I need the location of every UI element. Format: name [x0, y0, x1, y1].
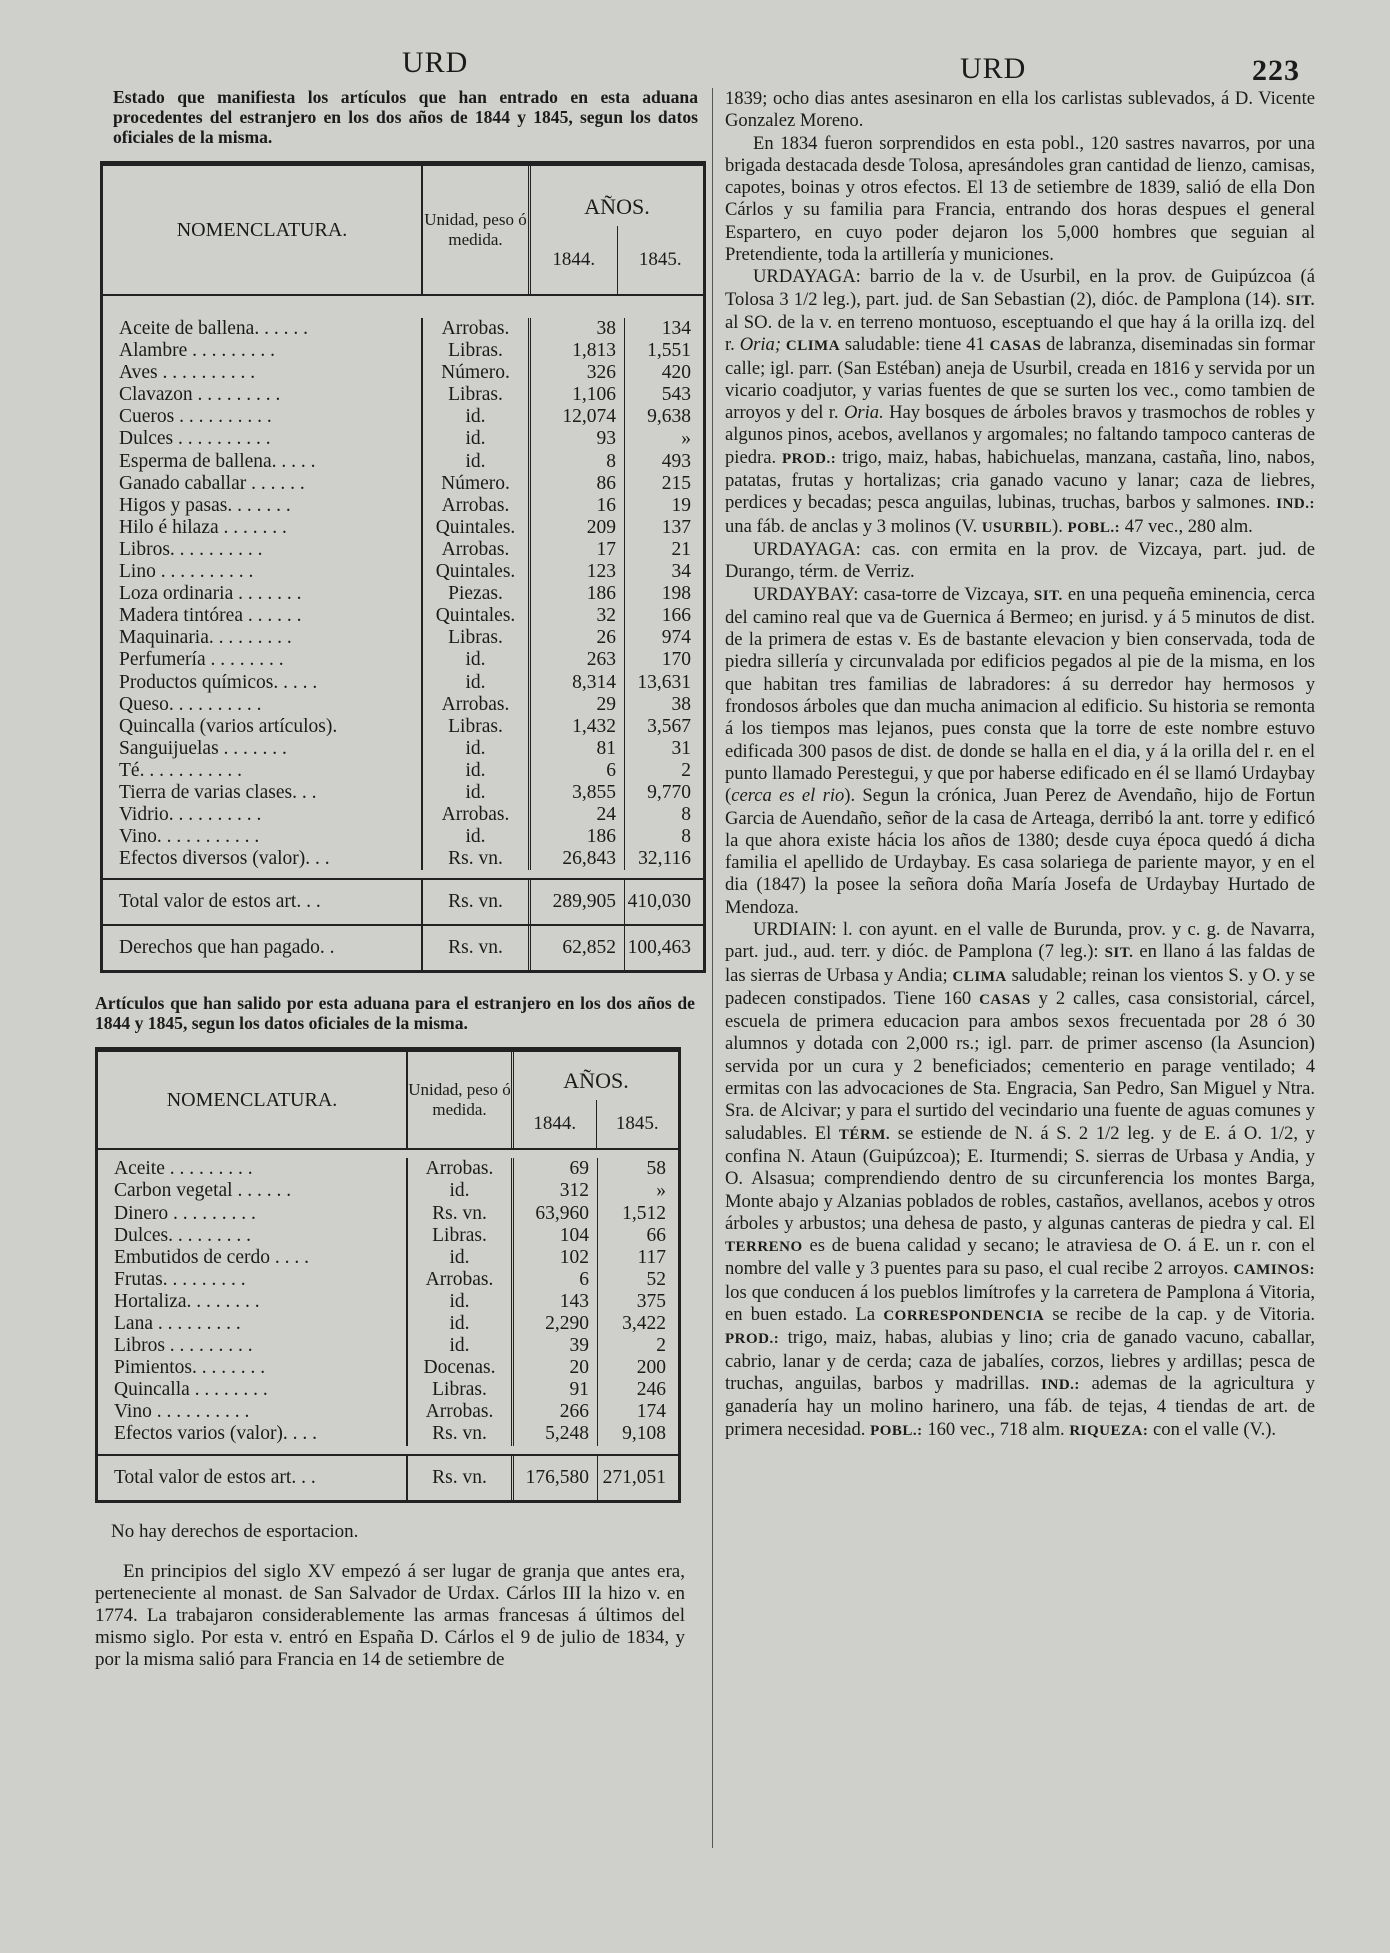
table-row [103, 406, 703, 428]
col-anos [511, 1052, 678, 1148]
table-row [103, 627, 703, 649]
anos-title: AÑOS. [584, 194, 650, 219]
entry-urdayaga-usurbil: URDAYAGA: barrio de la v. de Usurbil, en la prov. de Guipúzcoa (á Tolosa 3 1/2 leg.), part. jud. de San Sebastian (2), dióc. de Pamplona (14). SIT. al SO. de la v. en terreno montuoso, esceptuando el que hay á la orilla izq. del r. Oria; CLIMA saludable: tiene 41 CASAS de labranza, diseminadas sin formar calle; igl. parr. (San Estéban) aneja de Usurbil, creada en 1816 y servida por un vicario coadjutor, y varias fuentes de que se surten los vec., como tambien de arroyos y del r. Oria. Hay bosques de árboles bravos y trasmochos de robles y algunos pinos, acebos, avellanos y argomales; no faltando tampoco canteras de piedra. PROD.: trigo, maiz, habas, habichuelas, manzana, castaña, lino, nabos, patatas, frutas y hortalizas; cria ganado vacuno y lanar; caza de liebres, perdices y becadas; pesca anguilas, lubinas, truchas, barbos y salmones. IND.: una fáb. de anclas y 3 molinos (V. USURBIL). POBL.: 47 vec., 280 alm. [725, 266, 1316, 537]
year-1844: 1844. [533, 1113, 577, 1135]
item-unit: id. [406, 1247, 511, 1269]
value-1844: 266 [511, 1401, 597, 1423]
value-1845: » [597, 1180, 678, 1202]
entry-urdaybay: URDAYBAY: casa-torre de Vizcaya, SIT. en una pequeña eminencia, cerca del camino real que va de Guernica á Bermeo; en jurisd. y á 5 minutos de dist. de la primera de estas v. Es de bastante elevacion y bien conservada, toda de piedra sillería y circunvalada por edificios pegados al pie de la misma, en los que habitan tres familias de labradores: á su derredor hay hermosos y frondosos árboles que dan mucha animacion al edificio. Su historia se remonta á los tiempos mas lejanos, pues consta que la torre de este nombre estuvo edificada 300 pasos de dist. de donde se halla en el dia, y á la orilla del r. en el punto llamado Perestegui, y que por haberse edificado en él se llamó Urdaybay (cerca es el rio). Segun la crónica, Juan Perez de Avendaño, hijo de Fortun Garcia de Auendaño, señor de la casa de Arteaga, derribó la ant. torre y edificó la que ahora existe hácia los años de 1380; desde cuya época quedó á dicha familia el apellido de Urdaybay. Es casa solariega de pariente mayor, y en el dia (1847) la posee la señora doña María Josefa de Urdaybay Hurtado de Mendoza. [725, 583, 1315, 918]
value-1845: 13,631 [624, 672, 703, 694]
table-row [98, 1335, 678, 1357]
value-1845: 420 [624, 362, 703, 384]
value-1845: 58 [597, 1158, 678, 1180]
item-unit: Quintales. [421, 517, 528, 539]
value-1845: 166 [624, 605, 703, 627]
item-name: Aves . . . . . . . . . . [119, 362, 256, 384]
item-name: Hortaliza. . . . . . . . [114, 1290, 260, 1312]
table-row [103, 362, 703, 384]
value-1845: 543 [624, 384, 703, 406]
table-row [103, 473, 703, 495]
value-1844: 312 [511, 1180, 597, 1202]
item-unit: id. [406, 1313, 511, 1335]
item-unit: Rs. vn. [406, 1423, 511, 1445]
table-row [103, 539, 703, 561]
table-row [103, 804, 703, 826]
value-1844: 38 [528, 318, 624, 340]
col-unidad: Unidad, peso ó medida. [421, 166, 528, 294]
item-unit: id. [421, 428, 528, 450]
item-unit: Quintales. [421, 605, 528, 627]
value-1845: 3,422 [597, 1313, 678, 1335]
table-row [103, 672, 703, 694]
item-unit: Piezas. [421, 583, 528, 605]
table-row [98, 1203, 678, 1225]
value-1844: 209 [528, 517, 624, 539]
item-name: Hilo é hilaza . . . . . . . [119, 516, 287, 538]
item-unit: id. [421, 826, 528, 848]
value-1844: 6 [511, 1269, 597, 1291]
value-1844: 2,290 [511, 1313, 597, 1335]
table-row [103, 495, 703, 517]
table-row [103, 716, 703, 738]
entry-urdayaga-vizcaya: URDAYAGA: cas. con ermita en la prov. de Vizcaya, part. jud. de Durango, térm. de Verriz. [725, 538, 1315, 583]
column-divider [712, 88, 713, 1848]
item-name: Embutidos de cerdo . . . . [114, 1246, 309, 1268]
value-1845: 2 [597, 1335, 678, 1357]
value-1845: 375 [597, 1291, 678, 1313]
imports-table [100, 161, 706, 973]
value-1845: 170 [624, 649, 703, 671]
running-head-left: URD [402, 46, 469, 79]
col-nomenclatura: NOMENCLATURA. [166, 1088, 338, 1111]
item-unit: Libras. [421, 716, 528, 738]
value-1845: » [624, 428, 703, 450]
item-unit: id. [421, 649, 528, 671]
item-unit: id. [421, 760, 528, 782]
table-row [103, 649, 703, 671]
item-unit: id. [421, 672, 528, 694]
table2-caption: Artículos que han salido por esta aduana para el estranjero en los dos años de 1844 y 1845, segun los datos oficiales de la misma. [95, 993, 695, 1034]
item-name: Aceite . . . . . . . . . [114, 1158, 253, 1180]
no-duties-note: No hay derechos de esportacion. [111, 1520, 359, 1542]
value-1844: 8 [528, 451, 624, 473]
left-column [95, 82, 715, 1671]
item-unit: Quintales. [421, 561, 528, 583]
item-unit: Arrobas. [406, 1158, 511, 1180]
value-1845: 1,512 [597, 1203, 678, 1225]
value-1845: 198 [624, 583, 703, 605]
table-row [98, 1379, 678, 1401]
item-name: Cueros . . . . . . . . . . [119, 406, 272, 428]
item-unit: Arrobas. [421, 539, 528, 561]
item-unit: Rs. vn. [421, 848, 528, 870]
value-1845: 200 [597, 1357, 678, 1379]
table1-caption: Estado que manifiesta los artículos que han entrado en esta aduana procedentes del estranjero en los dos años de 1844 y 1845, segun los datos oficiales de la misma. [113, 87, 698, 147]
value-1845: 1,551 [624, 340, 703, 362]
value-1844: 93 [528, 428, 624, 450]
exports-total-row: Total valor de estos art. . . Rs. vn. 176,580 271,051 [98, 1454, 678, 1500]
value-1845: 2 [624, 760, 703, 782]
item-name: Productos químicos. . . . . [119, 671, 318, 693]
paragraph-1834: En 1834 fueron sorprendidos en esta pobl., 120 sastres navarros, por una brigada destacada desde Tolosa, apresándoles gran cantidad de lienzo, camisas, capotes, boinas y otros efectos. El 13 de setiembre de 1839, salió de ella Don Cárlos y su familia para Francia, entrando dos horas despues el general Espartero, en cuyo poder dejaron los 5,000 hombres que seguian al Pretendiente, toda la artillería y municiones. [725, 132, 1315, 266]
table-row [103, 694, 703, 716]
item-name: Ganado caballar . . . . . . [119, 472, 305, 494]
value-1844: 63,960 [511, 1203, 597, 1225]
item-name: Clavazon . . . . . . . . . [119, 384, 281, 406]
table-row [103, 340, 703, 362]
item-unit: Número. [421, 362, 528, 384]
table-row [103, 826, 703, 848]
value-1845: 117 [597, 1247, 678, 1269]
table-row [103, 738, 703, 760]
value-1845: 8 [624, 804, 703, 826]
value-1844: 123 [528, 561, 624, 583]
entry-urdiain: URDIAIN: l. con ayunt. en el valle de Burunda, prov. y c. g. de Navarra, part. jud., aud. terr. y dióc. de Pamplona (7 leg.): SIT. en llano á las faldas de las sierras de Urbasa y Andia; CLIMA saludable; reinan los vientos S. y O. y se padecen constipados. Tiene 160 CASAS y 2 calles, casa consistorial, cárcel, escuela de primera educacion para ambos sexos frecuentada por 28 ó 30 alumnos y dotada con 2,000 rs.; igl. parr. de primer ascenso (la Asuncion) servida por un cura y 2 beneficiados; cementerio en parage ventilado; 4 ermitas con las advocaciones de Sta. Engracia, San Pedro, San Miguel y Ntra. Sra. de Alcivar; y para el surtido del vecindario una fuente de aguas comunes y saludables. El TÉRM. se estiende de N. á S. 2 1/2 leg. y de E. á O. 1/2, y confina N. Ataun (Guipúzcoa); E. Iturmendi; S. sierras de Urbasa y Andia, y O. Alsasua; comprendiendo dentro de su circunferencia los montes Barga, Monte abajo y Alzanias poblados de robles, castaños, avellanos, acebos y otros árboles y arbustos; una dehesa de pasto, y algunas canteras de piedra y cal. El TERRENO es de buena calidad y secano; le atraviesa de O. á E. un r. con el nombre del valle y 3 puentes para su paso, el cual recibe 2 arroyos. CAMINOS: los que conducen á los pueblos limítrofes y la carretera de Pamplona á Vitoria, en buen estado. La CORRESPONDENCIA se recibe de la cap. y de Vitoria. PROD.: trigo, maiz, habas, alubias y lino; cria de ganado vacuno, caballar, cabrio, lanar y de cerda; caza de jabalíes, corzos, liebres y ardillas; pesca de truchas, anguilas, barbos y madrillas. IND.: ademas de la agricultura y ganadería hay un molino harinero, una fáb. de tejas, 4 tiendas de art. de primera necesidad. POBL.: 160 vec., 718 alm. RIQUEZA: con el valle (V.). [725, 918, 1316, 1440]
value-1844: 69 [511, 1158, 597, 1180]
value-1844: 326 [528, 362, 624, 384]
value-1845: 9,108 [597, 1423, 678, 1445]
item-name: Efectos diversos (valor). . . [119, 848, 330, 870]
item-name: Loza ordinaria . . . . . . . [119, 583, 302, 605]
value-1845: 21 [624, 539, 703, 561]
item-name: Dulces. . . . . . . . . [114, 1224, 252, 1246]
table-row [98, 1423, 678, 1445]
item-name: Queso. . . . . . . . . . [119, 693, 262, 715]
item-name: Libros. . . . . . . . . . [119, 538, 263, 560]
item-name: Vino . . . . . . . . . . [114, 1401, 250, 1423]
value-1845: 3,567 [624, 716, 703, 738]
value-1844: 81 [528, 738, 624, 760]
item-unit: Arrobas. [421, 694, 528, 716]
value-1844: 86 [528, 473, 624, 495]
table-row [98, 1313, 678, 1335]
imports-table-header [103, 166, 703, 296]
imports-table-body [103, 296, 703, 878]
table-row [103, 428, 703, 450]
item-unit: id. [421, 738, 528, 760]
imports-duties-row: Derechos que han pagado. . Rs. vn. 62,852 100,463 [103, 924, 703, 970]
table-row [103, 605, 703, 627]
item-unit: Libras. [421, 384, 528, 406]
item-name: Lana . . . . . . . . . [114, 1313, 241, 1334]
table-row [103, 384, 703, 406]
value-1845: 52 [597, 1269, 678, 1291]
item-name: Lino . . . . . . . . . . [119, 561, 254, 583]
item-name: Quincalla (varios artículos). [119, 715, 338, 737]
page-number: 223 [1252, 54, 1300, 87]
table-row [103, 451, 703, 473]
item-name: Tierra de varias clases. . . [119, 781, 317, 803]
value-1845: 493 [624, 451, 703, 473]
value-1845: 19 [624, 495, 703, 517]
item-unit: id. [421, 451, 528, 473]
col-anos [528, 166, 703, 294]
item-name: Vidrio. . . . . . . . . . [119, 804, 262, 826]
value-1845: 9,770 [624, 782, 703, 804]
item-name: Quincalla . . . . . . . . [114, 1379, 268, 1401]
exports-table-header [98, 1052, 678, 1150]
value-1844: 1,813 [528, 340, 624, 362]
value-1845: 31 [624, 738, 703, 760]
anos-title: AÑOS. [563, 1068, 629, 1094]
value-1844: 186 [528, 826, 624, 848]
exports-table [95, 1047, 681, 1502]
item-unit: Número. [421, 473, 528, 495]
value-1844: 3,855 [528, 782, 624, 804]
year-1845: 1845. [617, 226, 704, 294]
item-unit: Arrobas. [406, 1401, 511, 1423]
item-name: Aceite de ballena. . . . . . [119, 318, 308, 339]
item-name: Pimientos. . . . . . . . [114, 1357, 266, 1379]
value-1844: 104 [511, 1225, 597, 1247]
item-unit: Rs. vn. [406, 1203, 511, 1225]
value-1844: 39 [511, 1335, 597, 1357]
item-unit: Arrobas. [421, 495, 528, 517]
table-row [103, 517, 703, 539]
item-name: Dulces . . . . . . . . . . [119, 428, 271, 450]
value-1844: 1,106 [528, 384, 624, 406]
table-row [98, 1401, 678, 1423]
value-1844: 263 [528, 649, 624, 671]
value-1845: 974 [624, 627, 703, 649]
table-row [103, 318, 703, 340]
table-row [98, 1180, 678, 1202]
year-1845: 1845. [596, 1100, 679, 1148]
value-1844: 32 [528, 605, 624, 627]
item-unit: Docenas. [406, 1357, 511, 1379]
table-row [98, 1291, 678, 1313]
value-1845: 66 [597, 1225, 678, 1247]
col-unidad: Unidad, peso ó medida. [406, 1052, 511, 1148]
table-row [98, 1269, 678, 1291]
value-1844: 20 [511, 1357, 597, 1379]
table-row [98, 1357, 678, 1379]
item-name: Té. . . . . . . . . . . [119, 759, 242, 781]
value-1844: 17 [528, 539, 624, 561]
item-name: Libros . . . . . . . . . [114, 1335, 253, 1357]
item-name: Alambre . . . . . . . . . [119, 340, 275, 362]
table-row [98, 1225, 678, 1247]
value-1844: 186 [528, 583, 624, 605]
item-name: Perfumería . . . . . . . . [119, 649, 284, 671]
item-unit: Libras. [406, 1225, 511, 1247]
table-row [103, 760, 703, 782]
value-1845: 137 [624, 517, 703, 539]
value-1844: 5,248 [511, 1423, 597, 1445]
value-1845: 9,638 [624, 406, 703, 428]
value-1844: 91 [511, 1379, 597, 1401]
item-name: Efectos varios (valor). . . . [114, 1423, 318, 1445]
value-1845: 34 [624, 561, 703, 583]
value-1844: 16 [528, 495, 624, 517]
table-row [103, 782, 703, 804]
imports-total-row: Total valor de estos art. . . Rs. vn. 289,905 410,030 [103, 878, 703, 924]
item-unit: Arrobas. [421, 318, 528, 340]
item-unit: id. [406, 1335, 511, 1357]
value-1844: 1,432 [528, 716, 624, 738]
value-1844: 26,843 [528, 848, 624, 870]
item-name: Esperma de ballena. . . . . [119, 450, 316, 472]
value-1844: 29 [528, 694, 624, 716]
item-name: Vino. . . . . . . . . . . [119, 826, 260, 848]
item-name: Higos y pasas. . . . . . . [119, 494, 291, 516]
value-1844: 8,314 [528, 672, 624, 694]
table-row [98, 1247, 678, 1269]
table-row [103, 561, 703, 583]
item-unit: Libras. [421, 627, 528, 649]
value-1845: 8 [624, 826, 703, 848]
item-name: Dinero . . . . . . . . . [114, 1202, 256, 1224]
value-1845: 215 [624, 473, 703, 495]
item-name: Frutas. . . . . . . . . [114, 1268, 246, 1290]
history-paragraph: En principios del siglo XV empezó á ser lugar de granja que antes era, perteneciente al monast. de San Salvador de Urdax. Cárlos III la hizo v. en 1774. La trabajaron considerablemente las armas francesas á últimos del mismo siglo. Por esta v. entró en España D. Cárlos el 9 de julio de 1834, y por la misma salió para Francia en 14 de setiembre de [95, 1560, 685, 1670]
item-unit: id. [406, 1180, 511, 1202]
item-unit: id. [421, 406, 528, 428]
item-unit: id. [421, 782, 528, 804]
value-1844: 12,074 [528, 406, 624, 428]
value-1844: 143 [511, 1291, 597, 1313]
exports-table-body [98, 1150, 678, 1453]
right-column [725, 88, 1315, 1442]
item-name: Maquinaria. . . . . . . . . [119, 627, 292, 649]
value-1845: 32,116 [624, 848, 703, 870]
table-row [103, 583, 703, 605]
item-name: Sanguijuelas . . . . . . . [119, 737, 287, 759]
value-1845: 174 [597, 1401, 678, 1423]
table-row [98, 1158, 678, 1180]
value-1844: 26 [528, 627, 624, 649]
continuation-paragraph: 1839; ocho dias antes asesinaron en ella los carlistas sublevados, á D. Vicente Gonzalez Moreno. [725, 88, 1315, 132]
col-nomenclatura: NOMENCLATURA. [176, 218, 348, 241]
table-row [103, 848, 703, 870]
running-head-right: URD [960, 52, 1027, 85]
value-1844: 24 [528, 804, 624, 826]
item-unit: Libras. [421, 340, 528, 362]
value-1844: 102 [511, 1247, 597, 1269]
item-unit: Arrobas. [421, 804, 528, 826]
value-1845: 246 [597, 1379, 678, 1401]
item-name: Carbon vegetal . . . . . . [114, 1180, 292, 1202]
item-unit: id. [406, 1291, 511, 1313]
value-1844: 6 [528, 760, 624, 782]
year-1844: 1844. [552, 249, 596, 270]
item-unit: Arrobas. [406, 1269, 511, 1291]
item-unit: Libras. [406, 1379, 511, 1401]
item-name: Madera tintórea . . . . . . [119, 605, 302, 627]
value-1845: 134 [624, 318, 703, 340]
value-1845: 38 [624, 694, 703, 716]
